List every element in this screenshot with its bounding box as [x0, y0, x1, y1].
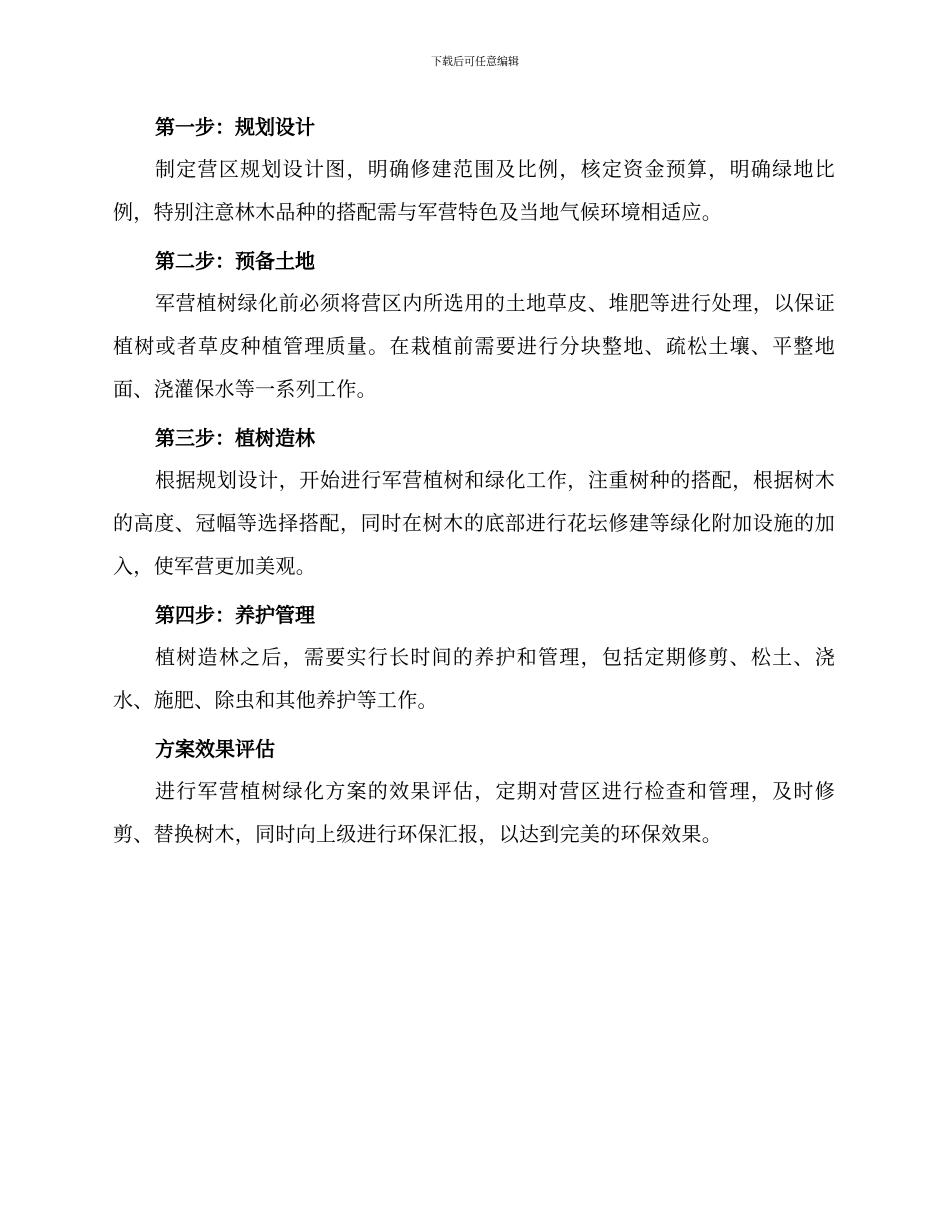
document-body [113, 106, 835, 862]
page-header: 下载后可任意编辑 [431, 55, 519, 68]
section-body-step-4: 植树造林之后，需要实行长时间的养护和管理，包括定期修剪、松土、浇水、施肥、除虫和其他养护等工作。 [113, 645, 835, 712]
section-heading-step-3: 第三步：植树造林 [155, 426, 315, 450]
section-heading-step-4: 第四步：养护管理 [155, 603, 315, 627]
section-body-step-1: 制定营区规划设计图，明确修建范围及比例，核定资金预算，明确绿地比例，特别注意林木品种的搭配需与军营特色及当地气候环境相适应。 [113, 157, 835, 224]
section-body-evaluation: 进行军营植树绿化方案的效果评估，定期对营区进行检查和管理，及时修剪、替换树木，同时向上级进行环保汇报，以达到完美的环保效果。 [113, 779, 835, 846]
section-body-step-2: 军营植树绿化前必须将营区内所选用的土地草皮、堆肥等进行处理，以保证植树或者草皮种植管理质量。在栽植前需要进行分块整地、疏松土壤、平整地面、浇灌保水等一系列工作。 [113, 291, 835, 401]
section-heading-evaluation: 方案效果评估 [155, 737, 275, 761]
section-body-step-3: 根据规划设计，开始进行军营植树和绿化工作，注重树种的搭配，根据树木的高度、冠幅等选择搭配，同时在树木的底部进行花坛修建等绿化附加设施的加入，使军营更加美观。 [113, 468, 835, 578]
section-heading-step-1: 第一步：规划设计 [155, 115, 315, 139]
section-heading-step-2: 第二步：预备土地 [155, 249, 315, 273]
